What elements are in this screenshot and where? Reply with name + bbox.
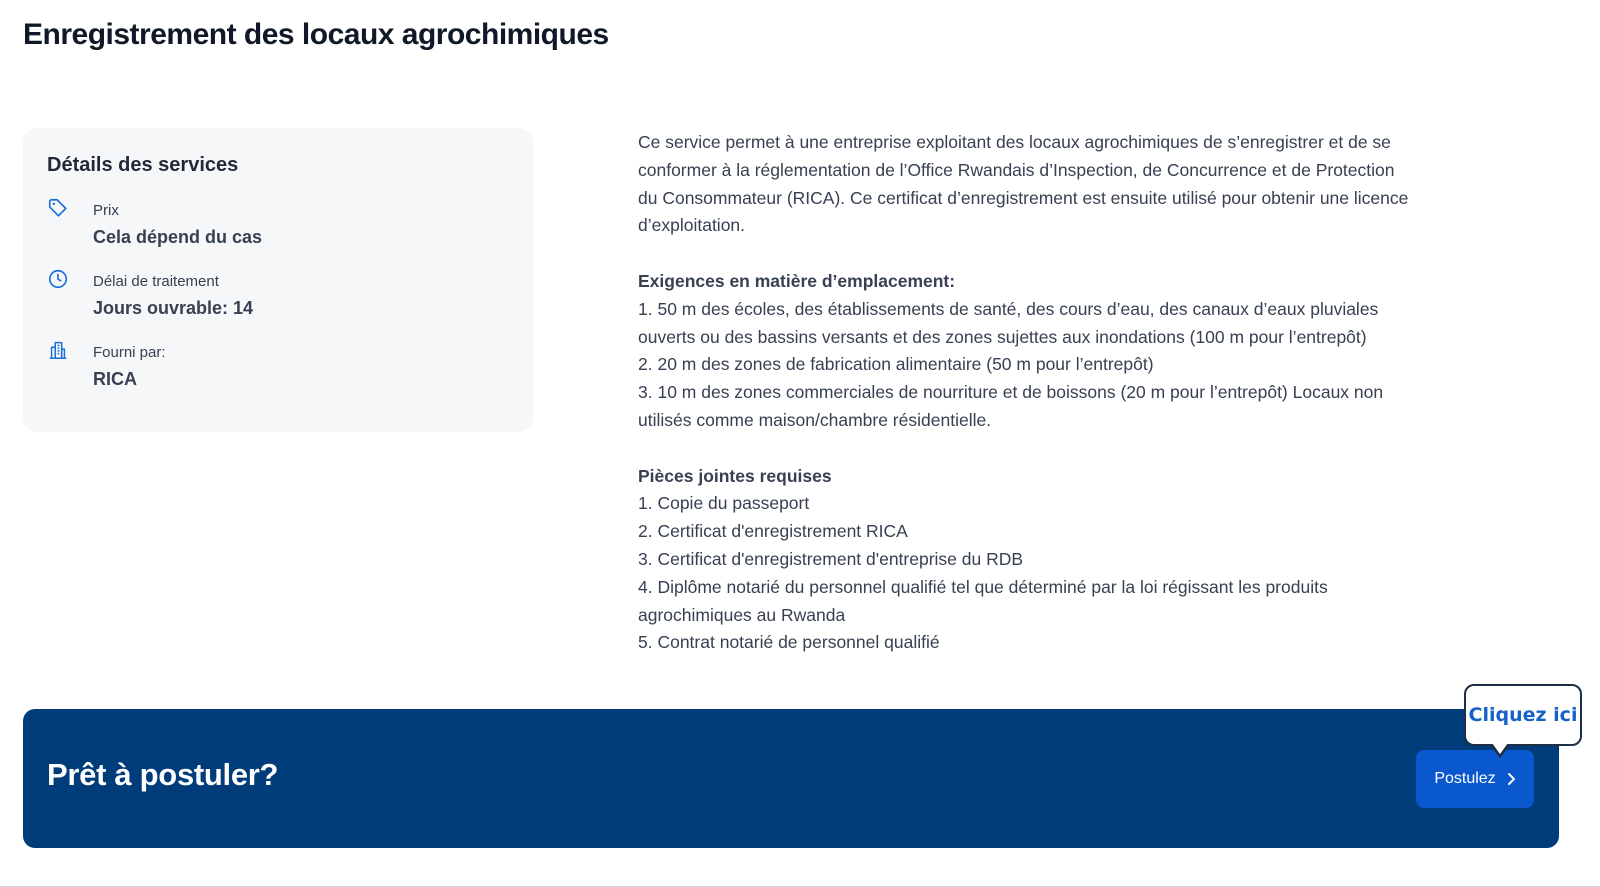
apply-button-label: Postulez <box>1434 770 1496 787</box>
list-item: 5. Contrat notarié de personnel qualifié <box>638 632 940 653</box>
detail-label: Fourni par: <box>93 344 166 361</box>
apply-button[interactable] <box>1416 750 1534 808</box>
detail-value: RICA <box>93 369 137 389</box>
service-description <box>638 129 1413 657</box>
clock-icon <box>47 268 69 290</box>
detail-processing-time <box>47 268 509 321</box>
click-here-tooltip: Cliquez ici <box>1464 684 1582 746</box>
detail-value: Cela dépend du cas <box>93 227 263 247</box>
detail-price <box>47 197 509 250</box>
description-intro: Ce service permet à une entreprise exploitant des locaux agrochimiques de s’enregistrer et de se conformer à la réglementation de l’Office Rwandais d’Inspection, de Concurrence et de Protection du Consommateur (RICA). Ce certificat d’enregistrement est ensuite utilisé pour obtenir une licence d’exploitation. <box>638 132 1409 236</box>
tag-icon <box>47 197 69 219</box>
chevron-right-icon <box>1506 772 1516 786</box>
detail-value: Jours ouvrable: 14 <box>93 298 254 318</box>
list-item: 3. 10 m des zones commerciales de nourriture et de boissons (20 m pour l’entrepôt) Locaux non utilisés comme maison/chambre résidentielle. <box>638 382 1384 430</box>
detail-provider <box>47 339 509 392</box>
detail-label: Délai de traitement <box>93 273 219 290</box>
location-requirements-title: Exigences en matière d’emplacement: <box>638 270 956 291</box>
page-title: Enregistrement des locaux agrochimiques <box>23 18 609 51</box>
list-item: 2. Certificat d'enregistrement RICA <box>638 521 908 542</box>
attachments-title: Pièces jointes requises <box>638 465 832 486</box>
service-details-card <box>23 128 533 432</box>
details-title: Détails des services <box>47 154 239 176</box>
apply-banner <box>23 709 1559 848</box>
list-item: 3. Certificat d'enregistrement d'entreprise du RDB <box>638 548 1024 569</box>
tooltip-pointer-inner <box>1492 743 1508 754</box>
list-item: 1. 50 m des écoles, des établissements de santé, des cours d’eau, des canaux d’eaux pluviales ouverts ou des bassins versants et des zones sujettes aux inondations (100 m pour l’entrepôt) <box>638 298 1379 347</box>
apply-banner-title: Prêt à postuler? <box>47 757 279 792</box>
list-item: 2. 20 m des zones de fabrication alimentaire (50 m pour l’entrepôt) <box>638 354 1154 375</box>
list-item: 4. Diplôme notarié du personnel qualifié tel que déterminé par la loi régissant les produits agrochimiques au Rwanda <box>638 576 1328 625</box>
list-item: 1. Copie du passeport <box>638 493 810 514</box>
detail-label: Prix <box>93 202 119 219</box>
building-icon <box>47 339 69 361</box>
